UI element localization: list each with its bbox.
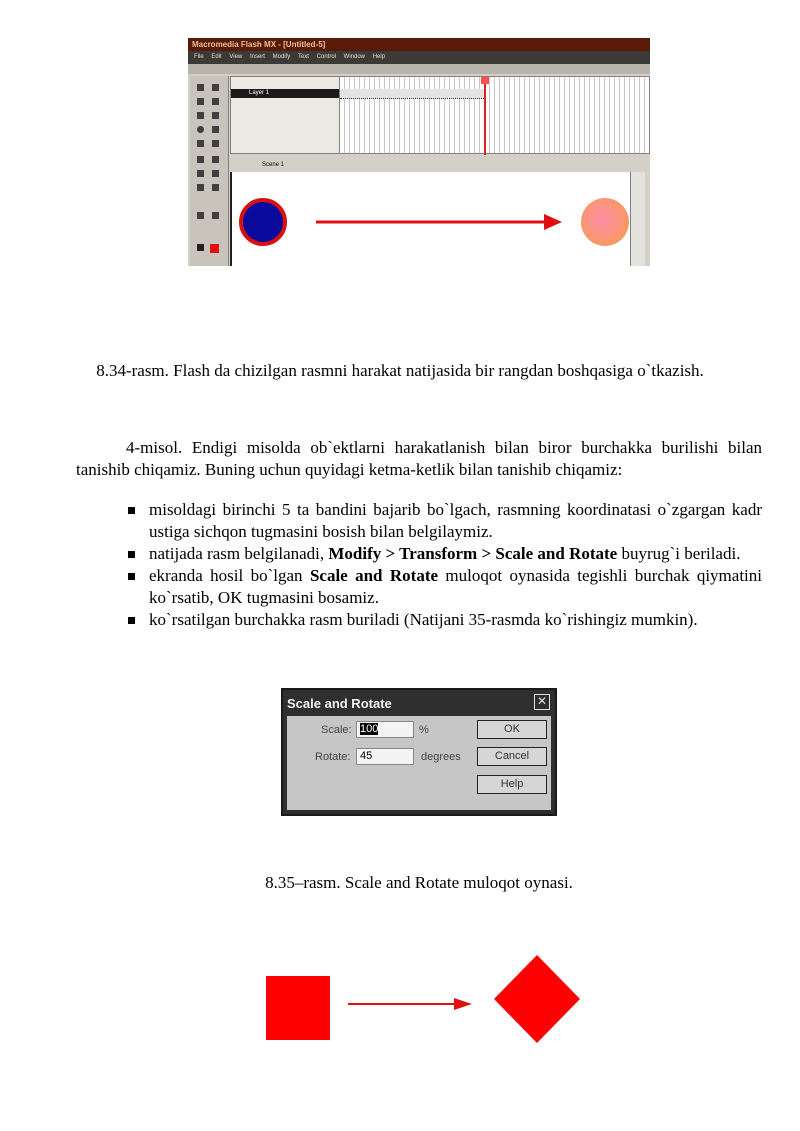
stage-drawing (232, 172, 632, 266)
rotation-illustration (260, 950, 590, 1050)
flash-tools-panel (190, 76, 229, 266)
menu-item-help[interactable]: Help (372, 54, 386, 60)
layer-pane (231, 77, 340, 153)
help-button[interactable]: Help (477, 775, 547, 794)
list-item (128, 609, 762, 631)
fill-color-icon[interactable] (210, 244, 219, 253)
oval-tool-icon[interactable] (197, 126, 204, 133)
flash-mx-screenshot (188, 38, 650, 266)
menu-item-control[interactable]: Control (316, 54, 336, 60)
steps-list (128, 499, 762, 631)
free-transform-tool-icon[interactable] (197, 156, 204, 163)
cancel-button[interactable]: Cancel (477, 747, 547, 766)
lasso-tool-icon[interactable] (212, 98, 219, 105)
dialog-body (287, 716, 551, 810)
line-tool-icon[interactable] (197, 98, 204, 105)
pen-tool-icon[interactable] (197, 112, 204, 119)
stage-vertical-scrollbar[interactable] (630, 172, 645, 266)
menu-item-file[interactable]: File (194, 54, 204, 60)
step-2-command: Modify > Transform > Scale and Rotate (328, 544, 618, 563)
text-tool-icon[interactable] (212, 112, 219, 119)
step-3-dialog-name: Scale and Rotate (309, 566, 439, 585)
rotation-arrowhead (454, 998, 472, 1010)
motion-arrowhead (544, 214, 562, 230)
list-item (128, 543, 762, 565)
end-peach-circle (581, 198, 629, 246)
zoom-tool-icon[interactable] (212, 212, 219, 219)
red-square (266, 976, 330, 1040)
layer-row[interactable] (231, 89, 339, 98)
flash-title-bar: Macromedia Flash MX - [Untitled-5] (188, 38, 650, 51)
figure-caption-835: 8.35–rasm. Scale and Rotate muloqot oynasi. (265, 873, 573, 892)
scene-name: Scene 1 (262, 162, 285, 168)
scale-rotate-dialog (281, 688, 557, 816)
list-item (128, 565, 762, 609)
subselect-tool-icon[interactable] (212, 84, 219, 91)
ok-button[interactable]: OK (477, 720, 547, 739)
step-1-text: misoldagi birinchi 5 ta bandini bajarib bo`lgach, rasmning koordinatasi o`zgargan kadr ustiga sichqon tugmasini bosish bilan belgilaymiz. (149, 500, 762, 541)
brush-tool-icon[interactable] (212, 140, 219, 147)
scene-bar (230, 158, 650, 172)
step-3-tail: muloqot oynasida tegishli burchak qiymatini ko`rsatib, OK tugmasini bosamiz. (149, 566, 762, 607)
eyedropper-tool-icon[interactable] (197, 184, 204, 191)
menu-item-window[interactable]: Window (343, 54, 366, 60)
fill-transform-tool-icon[interactable] (212, 156, 219, 163)
hand-tool-icon[interactable] (197, 212, 204, 219)
scale-value: 100 (360, 723, 379, 735)
eraser-tool-icon[interactable] (212, 184, 219, 191)
playhead[interactable] (484, 77, 486, 155)
menu-item-modify[interactable]: Modify (272, 54, 291, 60)
rotated-red-square (494, 955, 580, 1043)
scale-label: Scale: (321, 724, 352, 736)
scale-unit: % (419, 724, 429, 736)
menu-item-view[interactable]: View (229, 54, 243, 60)
rotate-label: Rotate: (315, 751, 351, 763)
dialog-title: Scale and Rotate (287, 696, 392, 711)
pencil-tool-icon[interactable] (197, 140, 204, 147)
figure-caption-834: 8.34-rasm. Flash da chizilgan rasmni harakat natijasida bir rangdan boshqasiga o`tkazish. (96, 361, 704, 380)
rotate-value: 45 (360, 750, 373, 762)
example-paragraph: 4-misol. Endigi misolda ob`ektlarni harakatlanish bilan biror burchakka burilishi bilan tanishib chiqamiz. Buning uchun quyidagi ketma-ketlik bilan tanishib chiqamiz: (76, 438, 762, 479)
step-3-text: ekranda hosil bo`lgan (149, 566, 310, 585)
playhead-handle[interactable] (481, 77, 489, 84)
menu-item-edit[interactable]: Edit (211, 54, 222, 60)
layer-name: Layer 1 (249, 90, 270, 96)
flash-menu-bar (188, 51, 650, 64)
step-2-tail: buyrug`i beriladi. (617, 544, 741, 563)
rotate-input[interactable] (356, 748, 414, 765)
menu-item-text[interactable]: Text (297, 54, 309, 60)
flash-toolbar-strip (188, 64, 650, 74)
flash-timeline (230, 76, 650, 154)
tween-span (340, 89, 486, 99)
close-icon[interactable]: ✕ (534, 694, 550, 710)
paint-bucket-tool-icon[interactable] (212, 170, 219, 177)
rotate-unit: degrees (421, 751, 461, 763)
step-4-text: ko`rsatilgan burchakka rasm buriladi (Natijani 35-rasmda ko`rishingiz mumkin). (149, 610, 698, 629)
arrow-tool-icon[interactable] (197, 84, 204, 91)
step-2-text: natijada rasm belgilanadi, (149, 544, 329, 563)
stroke-color-icon[interactable] (197, 244, 204, 251)
scale-input[interactable] (356, 721, 414, 738)
list-item (128, 499, 762, 543)
ink-bottle-tool-icon[interactable] (197, 170, 204, 177)
start-blue-circle (241, 200, 285, 244)
flash-stage[interactable] (230, 172, 632, 266)
menu-item-insert[interactable]: Insert (249, 54, 265, 60)
rectangle-tool-icon[interactable] (212, 126, 219, 133)
